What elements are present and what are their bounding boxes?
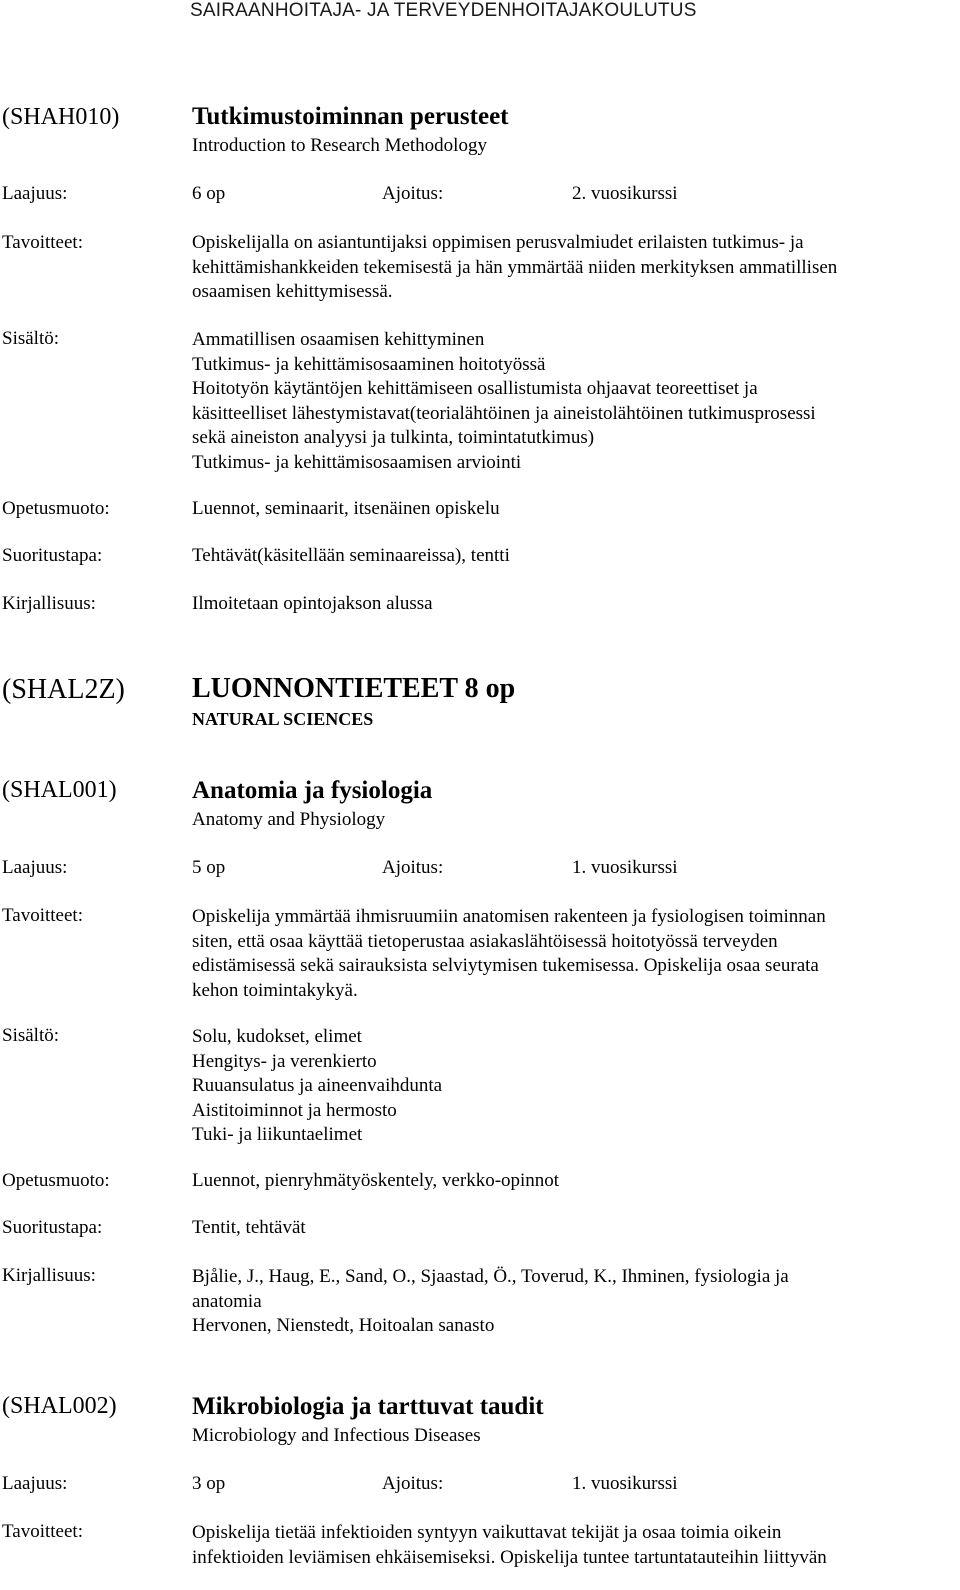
suoritustapa-value-shah010: Tehtävät(käsitellään seminaareissa), tentti (192, 545, 510, 566)
opetusmuoto-label: Opetusmuoto: (2, 498, 110, 519)
kirjallisuus-label: Kirjallisuus: (2, 593, 96, 614)
text-line: kehittämishankkeiden tekemisestä ja hän ymmärtää niiden merkityksen ammatillisen (192, 256, 838, 278)
opetusmuoto-value-shal001: Luennot, pienryhmätyöskentely, verkko-opinnot (192, 1170, 560, 1191)
text-line: infektioiden leviämisen ehkäisemiseksi. Opiskelija tuntee tartuntatauteihin liittyvän (192, 1546, 827, 1568)
course-title-shal002: Mikrobiologia ja tarttuvat taudit (192, 1393, 544, 1420)
text-line: Solu, kudokset, elimet (192, 1026, 362, 1047)
course-subtitle-shah010: Introduction to Research Methodology (192, 135, 487, 156)
course-code-shal001: (SHAL001) (2, 777, 117, 803)
text-line: Opiskelija ymmärtää ihmisruumiin anatomisen rakenteen ja fysiologisen toiminnan (192, 906, 826, 927)
text-line: sekä aineiston analyysi ja tulkinta, toimintatutkimus) (192, 427, 595, 449)
text-line: anatomia (192, 1290, 262, 1312)
ajoitus-value-shal001: 1. vuosikurssi (572, 857, 678, 878)
ajoitus-label: Ajoitus: (382, 183, 444, 204)
course-subtitle-shal002: Microbiology and Infectious Diseases (192, 1425, 481, 1446)
module-code-shal2z: (SHAL2Z) (2, 674, 125, 705)
text-line: Tutkimus- ja kehittämisosaaminen hoitotyössä (192, 353, 546, 375)
text-line: siten, että osaa käyttää tietoperustaa asiakaslähtöisessä hoitotyössä terveyden (192, 930, 778, 952)
text-line: Tuki- ja liikuntaelimet (192, 1124, 363, 1146)
laajuus-value-shal001: 5 op (192, 857, 226, 878)
opetusmuoto-label: Opetusmuoto: (2, 1170, 110, 1191)
tavoitteet-text-shal002 (192, 1521, 827, 1570)
module-title-shal2z: LUONNONTIETEET 8 op (192, 673, 516, 704)
suoritustapa-label: Suoritustapa: (2, 1217, 103, 1238)
tavoitteet-label: Tavoitteet: (2, 905, 83, 926)
kirjallisuus-value-shah010: Ilmoitetaan opintojakson alussa (192, 593, 433, 614)
laajuus-value-shal002: 3 op (192, 1473, 226, 1494)
tavoitteet-label: Tavoitteet: (2, 1521, 83, 1542)
laajuus-label: Laajuus: (2, 1473, 68, 1494)
tavoitteet-text-shal001 (192, 905, 826, 1003)
kirjallisuus-label: Kirjallisuus: (2, 1265, 96, 1286)
tavoitteet-label: Tavoitteet: (2, 232, 83, 253)
text-line: Hengitys- ja verenkierto (192, 1050, 377, 1072)
text-line: Ammatillisen osaamisen kehittyminen (192, 329, 485, 350)
module-subtitle-shal2z: NATURAL SCIENCES (192, 709, 374, 729)
kirjallisuus-value-shal001 (192, 1265, 789, 1339)
text-line: käsitteelliset lähestymistavat(teorialähtöinen ja aineistolähtöinen tutkimusprosessi (192, 402, 816, 424)
opetusmuoto-value-shah010: Luennot, seminaarit, itsenäinen opiskelu (192, 498, 500, 519)
course-code-shah010: (SHAH010) (2, 104, 120, 130)
laajuus-label: Laajuus: (2, 857, 68, 878)
ajoitus-value-shah010: 2. vuosikurssi (572, 183, 678, 204)
suoritustapa-label: Suoritustapa: (2, 545, 103, 566)
text-line: osaamisen kehittymisessä. (192, 281, 393, 303)
ajoitus-value-shal002: 1. vuosikurssi (572, 1473, 678, 1494)
course-code-shal002: (SHAL002) (2, 1393, 117, 1419)
sisalto-label: Sisältö: (2, 328, 60, 349)
document-header: SAIRAANHOITAJA- JA TERVEYDENHOITAJAKOULUTUS (190, 0, 697, 21)
text-line: Hoitotyön käytäntöjen kehittämiseen osallistumista ohjaavat teoreettiset ja (192, 378, 758, 400)
laajuus-value-shah010: 6 op (192, 183, 226, 204)
course-subtitle-shal001: Anatomy and Physiology (192, 809, 386, 830)
suoritustapa-value-shal001: Tentit, tehtävät (192, 1217, 306, 1238)
text-line: edistämisessä sekä sairauksista selviytymisen tukemisessa. Opiskelija osaa seurata (192, 955, 819, 977)
text-line: Opiskelija tietää infektioiden syntyyn vaikuttavat tekijät ja osaa toimia oikein (192, 1522, 782, 1543)
ajoitus-label: Ajoitus: (382, 1473, 444, 1494)
sisalto-text-shal001 (192, 1025, 442, 1148)
text-line: Bjålie, J., Haug, E., Sand, O., Sjaastad, Ö., Toverud, K., Ihminen, fysiologia ja (192, 1266, 789, 1287)
text-line: Ruuansulatus ja aineenvaihdunta (192, 1075, 443, 1097)
course-title-shah010: Tutkimustoiminnan perusteet (192, 103, 509, 130)
ajoitus-label: Ajoitus: (382, 857, 444, 878)
text-line: Aistitoiminnot ja hermosto (192, 1099, 397, 1121)
text-line: kehon toimintakykyä. (192, 979, 358, 1001)
text-line: Hervonen, Nienstedt, Hoitoalan sanasto (192, 1315, 495, 1337)
laajuus-label: Laajuus: (2, 183, 68, 204)
text-line: Tutkimus- ja kehittämisosaamisen arviointi (192, 451, 522, 473)
text-line: Opiskelijalla on asiantuntijaksi oppimisen perusvalmiudet erilaisten tutkimus- ja (192, 232, 804, 253)
sisalto-label: Sisältö: (2, 1025, 60, 1046)
course-title-shal001: Anatomia ja fysiologia (192, 777, 433, 804)
tavoitteet-text-shah010 (192, 231, 837, 305)
sisalto-text-shah010 (192, 328, 816, 476)
